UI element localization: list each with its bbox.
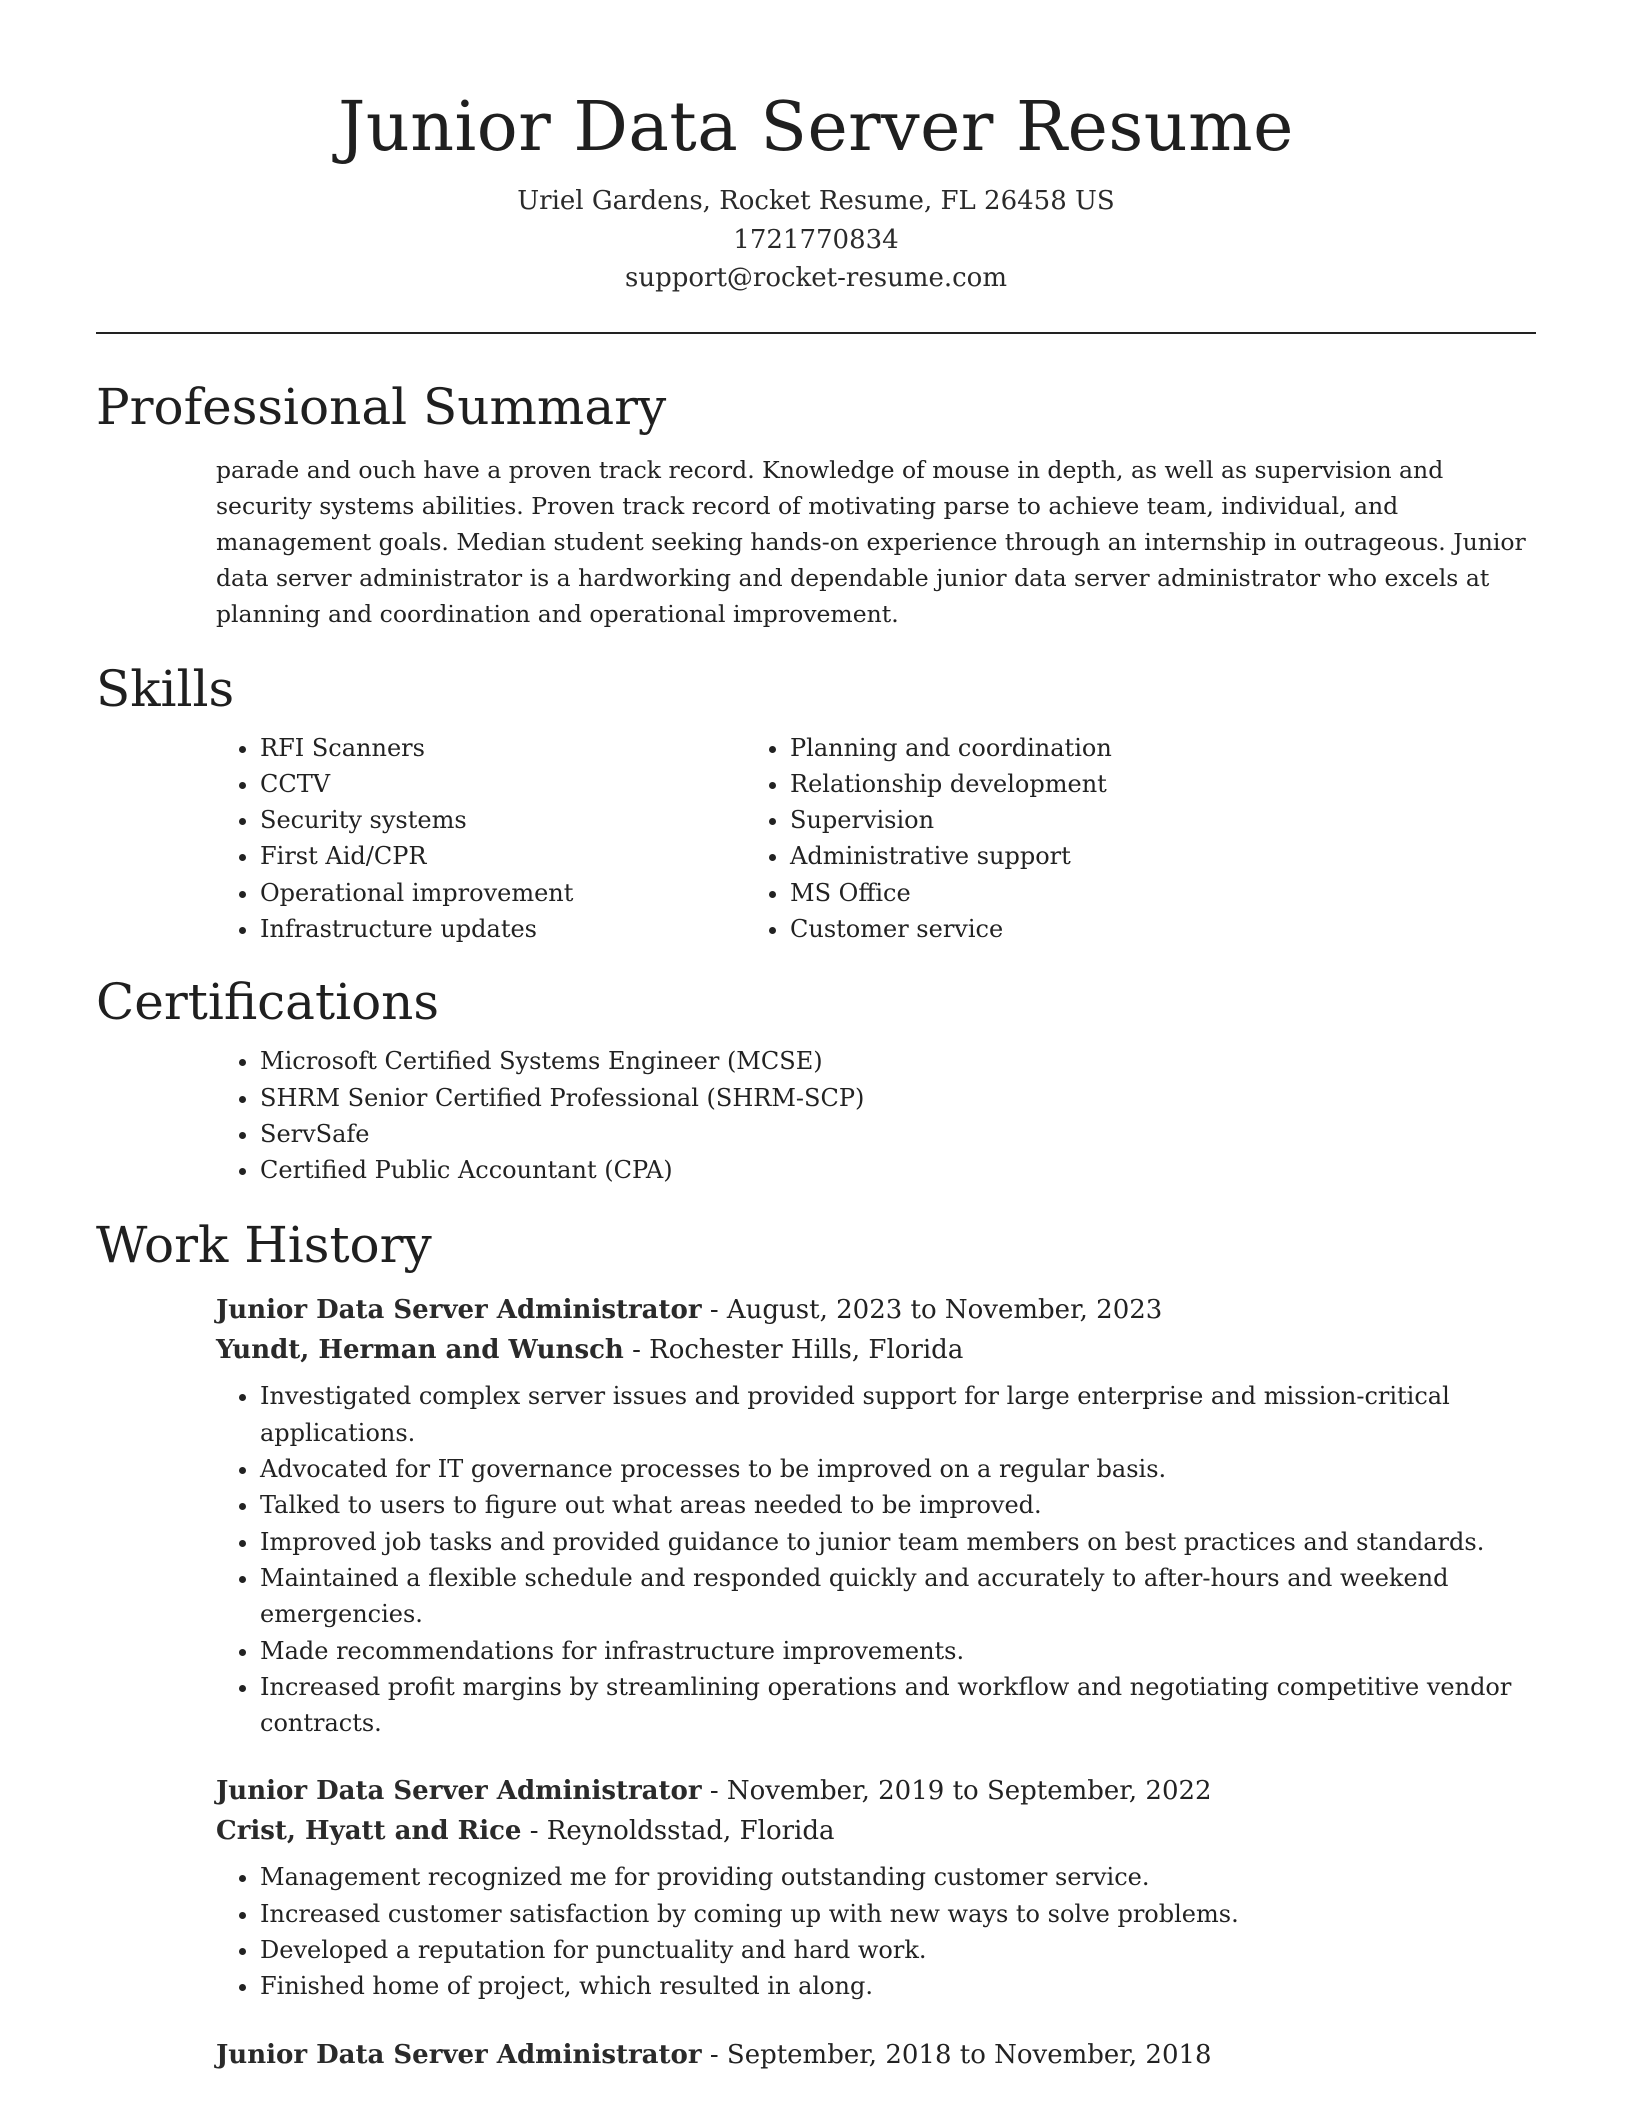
- job-duty-item: • Improved job tasks and provided guidance to junior team members on best practices and standards.: [260, 1524, 1536, 1560]
- job-role: Junior Data Server Administrator: [216, 1776, 702, 1807]
- skills-heading: Skills: [96, 659, 235, 718]
- job-dates: - September, 2018 to November, 2018: [701, 2039, 1212, 2070]
- skill-item: • RFI Scanners: [260, 730, 746, 766]
- resume-page: [96, 0, 1536, 2075]
- resume-title: Junior Data Server Resume: [338, 88, 1294, 167]
- certification-item: • SHRM Senior Certified Professional (SHRM-SCP): [260, 1080, 1536, 1116]
- skill-item: • Customer service: [790, 911, 1396, 947]
- summary-text: parade and ouch have a proven track record. Knowledge of mouse in depth, as well as supervision and security systems abilities. Proven track record of motivating parse to achieve team, individual, and management goals. Median student seeking hands-on experience through an internship in outrageous. Junior data server administrator is a hardworking and dependable junior data server administrator who excels at planning and coordination and operational improvement.: [216, 455, 1526, 628]
- job-entry: [216, 2035, 1536, 2075]
- job-title-line: [216, 2035, 1536, 2075]
- job-company: Yundt, Herman and Wunsch: [216, 1335, 624, 1366]
- skills-left-list: [96, 730, 746, 948]
- job-title-line: [216, 1290, 1536, 1330]
- certifications-list: [96, 1043, 1536, 1188]
- job-duty-item: • Advocated for IT governance processes to be improved on a regular basis.: [260, 1451, 1536, 1487]
- contact-address: Uriel Gardens, Rocket Resume, FL 26458 US: [517, 186, 1115, 216]
- job-company-line: [216, 1330, 1536, 1370]
- job-title-line: [216, 1771, 1536, 1811]
- skill-item: • Relationship development: [790, 766, 1396, 802]
- skills-right-list: [746, 730, 1396, 948]
- job-duties-list: [216, 1859, 1536, 2004]
- skill-item: • Supervision: [790, 802, 1396, 838]
- job-duty-item: • Increased profit margins by streamlining operations and workflow and negotiating competitive vendor contracts.: [260, 1669, 1536, 1742]
- work-history-heading: Work History: [96, 1216, 432, 1275]
- job-role: Junior Data Server Administrator: [216, 2039, 702, 2070]
- contact-info: [96, 182, 1536, 298]
- skill-item: • Administrative support: [790, 838, 1396, 874]
- skills-left-column: [96, 730, 746, 948]
- certifications-heading: Certifications: [96, 973, 440, 1032]
- summary-section: [96, 374, 1536, 632]
- skills-right-column: [746, 730, 1396, 948]
- job-company: Crist, Hyatt and Rice: [216, 1816, 522, 1847]
- certification-item: • ServSafe: [260, 1116, 1536, 1152]
- skill-item: • MS Office: [790, 875, 1396, 911]
- job-dates: - November, 2019 to September, 2022: [701, 1776, 1212, 1807]
- job-duties-list: [216, 1378, 1536, 1741]
- certification-item: • Microsoft Certified Systems Engineer (MCSE): [260, 1043, 1536, 1079]
- contact-email: support@rocket-resume.com: [624, 263, 1007, 293]
- header-divider: [96, 332, 1536, 334]
- job-duty-item: • Developed a reputation for punctuality and hard work.: [260, 1932, 1536, 1968]
- job-role: Junior Data Server Administrator: [216, 1295, 702, 1326]
- job-entry: [216, 1771, 1536, 2004]
- summary-heading: Professional Summary: [96, 377, 667, 436]
- job-duty-item: • Finished home of project, which resulted in along.: [260, 1968, 1536, 2004]
- skill-item: • First Aid/CPR: [260, 838, 746, 874]
- work-history-section: [96, 1212, 1536, 2074]
- job-duty-item: • Made recommendations for infrastructure improvements.: [260, 1633, 1536, 1669]
- job-dates: - August, 2023 to November, 2023: [701, 1295, 1163, 1326]
- skill-item: • Infrastructure updates: [260, 911, 746, 947]
- contact-phone: 1721770834: [733, 224, 899, 255]
- job-duty-item: • Investigated complex server issues and provided support for large enterprise and mission-critical applications.: [260, 1378, 1536, 1451]
- job-duty-item: • Management recognized me for providing outstanding customer service.: [260, 1859, 1536, 1895]
- resume-header: [96, 0, 1536, 298]
- job-location: - Reynoldsstad, Florida: [521, 1816, 835, 1847]
- job-entry: [216, 1290, 1536, 1741]
- job-location: - Rochester Hills, Florida: [623, 1335, 964, 1366]
- skill-item: • Security systems: [260, 802, 746, 838]
- job-duty-item: • Talked to users to figure out what areas needed to be improved.: [260, 1487, 1536, 1523]
- skills-section: [96, 656, 1536, 948]
- skill-item: • Planning and coordination: [790, 730, 1396, 766]
- job-duty-item: • Increased customer satisfaction by coming up with new ways to solve problems.: [260, 1896, 1536, 1932]
- job-duty-item: • Maintained a flexible schedule and responded quickly and accurately to after-hours and weekend emergencies.: [260, 1560, 1536, 1633]
- certification-item: • Certified Public Accountant (CPA): [260, 1152, 1536, 1188]
- skills-columns: [96, 730, 1536, 948]
- job-company-line: [216, 1811, 1536, 1851]
- skill-item: • Operational improvement: [260, 875, 746, 911]
- skill-item: • CCTV: [260, 766, 746, 802]
- certifications-section: [96, 969, 1536, 1188]
